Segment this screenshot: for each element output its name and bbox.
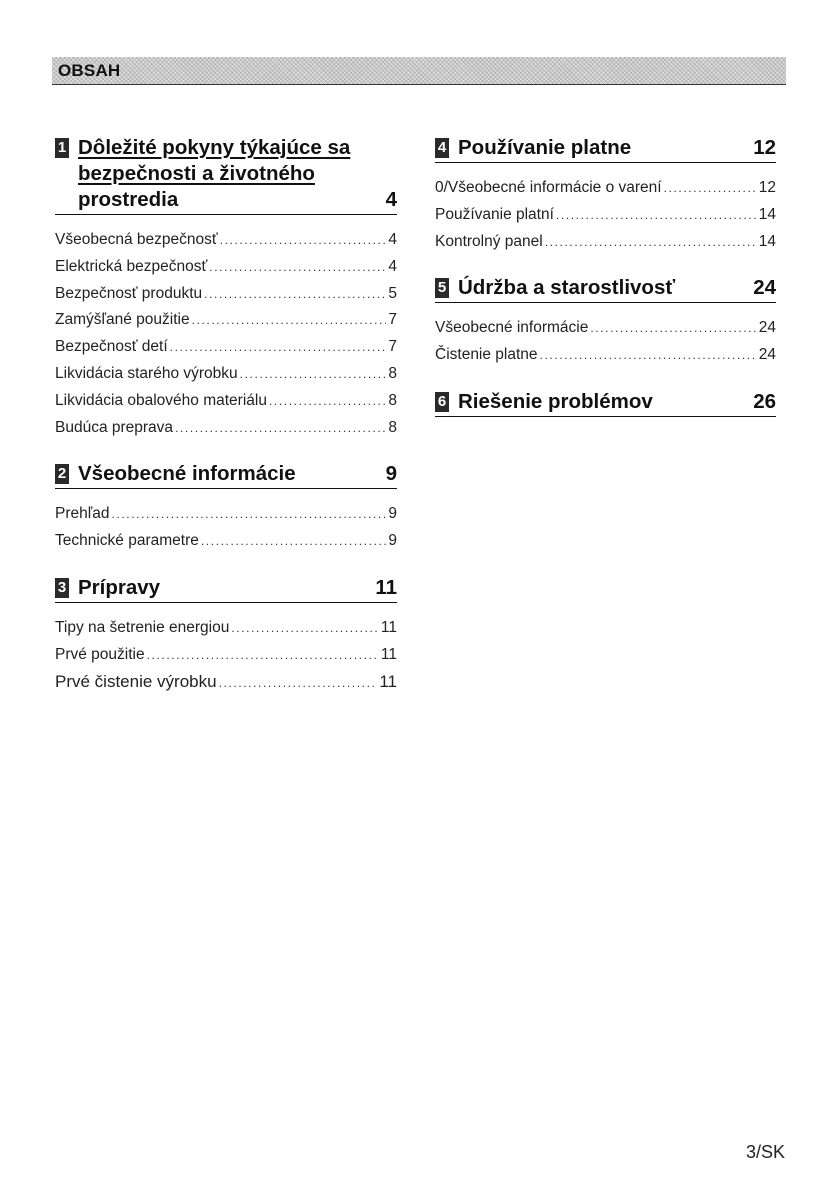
toc-entry[interactable] bbox=[55, 388, 397, 415]
toc-entry[interactable] bbox=[435, 315, 776, 342]
toc-entry-label: Zamýšľané použitie bbox=[55, 311, 190, 329]
toc-entry-page: 5 bbox=[388, 284, 397, 302]
section-page-number: 9 bbox=[385, 462, 397, 486]
dot-leader bbox=[664, 176, 757, 202]
toc-entry[interactable] bbox=[435, 175, 776, 202]
dot-leader bbox=[540, 343, 757, 369]
dot-leader bbox=[204, 282, 386, 308]
toc-entry-page: 14 bbox=[758, 232, 776, 250]
section-number-badge: 1 bbox=[55, 138, 69, 158]
toc-entry[interactable] bbox=[55, 307, 397, 334]
dot-leader bbox=[545, 230, 757, 256]
header-bar bbox=[52, 57, 786, 85]
section-heading[interactable] bbox=[435, 389, 776, 417]
toc-entry-page: 12 bbox=[758, 179, 776, 196]
toc-section-3 bbox=[55, 575, 397, 696]
page-number-footer: 3/SK bbox=[745, 1142, 785, 1162]
toc-entry-label: Tipy na šetrenie energiou bbox=[55, 618, 230, 636]
section-title-line: Dôležité pokyny týkajúce sa bbox=[78, 136, 351, 159]
dot-leader bbox=[231, 616, 379, 642]
toc-entry-page: 4 bbox=[388, 257, 397, 275]
toc-section-2 bbox=[55, 461, 397, 555]
toc-entry-page: 24 bbox=[758, 319, 776, 337]
section-page-number: 24 bbox=[753, 276, 776, 300]
toc-entry-label: Prvé čistenie výrobku bbox=[55, 671, 217, 691]
toc-entry-label: Všeobecná bezpečnosť bbox=[55, 231, 218, 248]
dot-leader bbox=[112, 502, 387, 528]
toc-entry[interactable] bbox=[55, 227, 397, 254]
section-title-line: Všeobecné informácie bbox=[78, 462, 296, 486]
dot-leader bbox=[201, 529, 387, 555]
section-page-number: 12 bbox=[753, 136, 776, 159]
toc-entry-label: Bezpečnosť produktu bbox=[55, 284, 203, 302]
toc-section-1 bbox=[55, 135, 397, 441]
section-page-number: 4 bbox=[385, 188, 397, 211]
toc-entry-page: 11 bbox=[380, 645, 397, 663]
section-heading[interactable] bbox=[435, 135, 776, 163]
toc-entry[interactable] bbox=[55, 642, 397, 669]
toc-entry-page: 11 bbox=[380, 618, 397, 636]
toc-entry-page: 4 bbox=[388, 231, 397, 248]
toc-entry-label: Používanie platní bbox=[435, 205, 554, 223]
dot-leader bbox=[170, 335, 387, 361]
dot-leader bbox=[590, 316, 756, 342]
toc-entry[interactable] bbox=[55, 254, 397, 281]
section-number-badge: 4 bbox=[435, 138, 449, 158]
toc-entry-page: 11 bbox=[379, 671, 397, 691]
dot-leader bbox=[147, 643, 379, 669]
dot-leader bbox=[556, 203, 757, 229]
toc-section-6 bbox=[435, 389, 776, 417]
toc-entry-label: Bezpečnosť detí bbox=[55, 338, 168, 356]
toc-entry-label: Likvidácia starého výrobku bbox=[55, 364, 238, 382]
toc-entry-label: Prvé použitie bbox=[55, 645, 145, 663]
section-heading[interactable] bbox=[55, 135, 397, 215]
toc-entry-page: 7 bbox=[388, 311, 397, 329]
toc-section-4 bbox=[435, 135, 776, 255]
section-number-badge: 2 bbox=[55, 464, 69, 484]
toc-entry[interactable] bbox=[55, 361, 397, 388]
toc-entry-page: 24 bbox=[758, 346, 776, 364]
section-number-badge: 5 bbox=[435, 278, 449, 298]
section-title-line: bezpečnosti a životného bbox=[78, 162, 315, 185]
toc-entry-page: 9 bbox=[388, 505, 397, 523]
dot-leader bbox=[240, 362, 387, 388]
toc-entry-label: Budúca preprava bbox=[55, 418, 174, 436]
section-title-line: Prípravy bbox=[78, 575, 161, 599]
section-title-line: prostredia bbox=[78, 188, 179, 211]
toc-entry[interactable] bbox=[55, 415, 397, 442]
toc-entry-label: Prehľad bbox=[55, 505, 110, 523]
dot-leader bbox=[209, 255, 386, 281]
toc-entry[interactable] bbox=[55, 528, 397, 555]
toc-entry-label: Likvidácia obalového materiálu bbox=[55, 391, 267, 409]
toc-entry[interactable] bbox=[435, 229, 776, 256]
section-number-badge: 6 bbox=[435, 392, 449, 412]
dot-leader bbox=[269, 389, 386, 415]
toc-entry[interactable] bbox=[435, 202, 776, 229]
section-title-line: Riešenie problémov bbox=[458, 389, 653, 413]
toc-section-5 bbox=[435, 275, 776, 369]
toc-entry-label: Čistenie platne bbox=[435, 346, 538, 364]
toc-entry[interactable] bbox=[55, 334, 397, 361]
toc-entry-page: 8 bbox=[388, 391, 397, 409]
section-page-number: 26 bbox=[753, 389, 776, 413]
toc-entry-page: 14 bbox=[758, 205, 776, 223]
section-number-badge: 3 bbox=[55, 578, 69, 598]
dot-leader bbox=[219, 671, 378, 697]
section-heading[interactable] bbox=[435, 275, 776, 303]
toc-entry[interactable] bbox=[55, 501, 397, 528]
toc-entry-label: 0/Všeobecné informácie o varení bbox=[435, 179, 662, 196]
page-title: OBSAH bbox=[58, 61, 121, 80]
dot-leader bbox=[175, 416, 386, 442]
section-heading[interactable] bbox=[55, 461, 397, 489]
toc-entry-page: 8 bbox=[388, 364, 397, 382]
toc-column-left bbox=[55, 135, 397, 716]
toc-entry-page: 7 bbox=[388, 338, 397, 356]
section-page-number: 11 bbox=[375, 575, 397, 599]
toc-entry-label: Kontrolný panel bbox=[435, 232, 543, 250]
toc-entry-label: Technické parametre bbox=[55, 532, 199, 550]
toc-entry-page: 9 bbox=[388, 532, 397, 550]
dot-leader bbox=[192, 308, 387, 334]
section-title-line: Údržba a starostlivosť bbox=[458, 276, 676, 300]
section-title-line: Používanie platne bbox=[458, 136, 632, 159]
toc-entry[interactable] bbox=[435, 342, 776, 369]
toc-entry-label: Všeobecné informácie bbox=[435, 319, 589, 337]
dot-leader bbox=[220, 228, 387, 254]
toc-column-right bbox=[435, 135, 776, 437]
toc-entry-page: 8 bbox=[388, 418, 397, 436]
toc-entry[interactable] bbox=[55, 615, 397, 642]
section-heading[interactable] bbox=[55, 575, 397, 603]
toc-entry-label: Elektrická bezpečnosť bbox=[55, 257, 208, 275]
toc-entry[interactable] bbox=[55, 281, 397, 308]
toc-entry[interactable] bbox=[55, 669, 397, 697]
